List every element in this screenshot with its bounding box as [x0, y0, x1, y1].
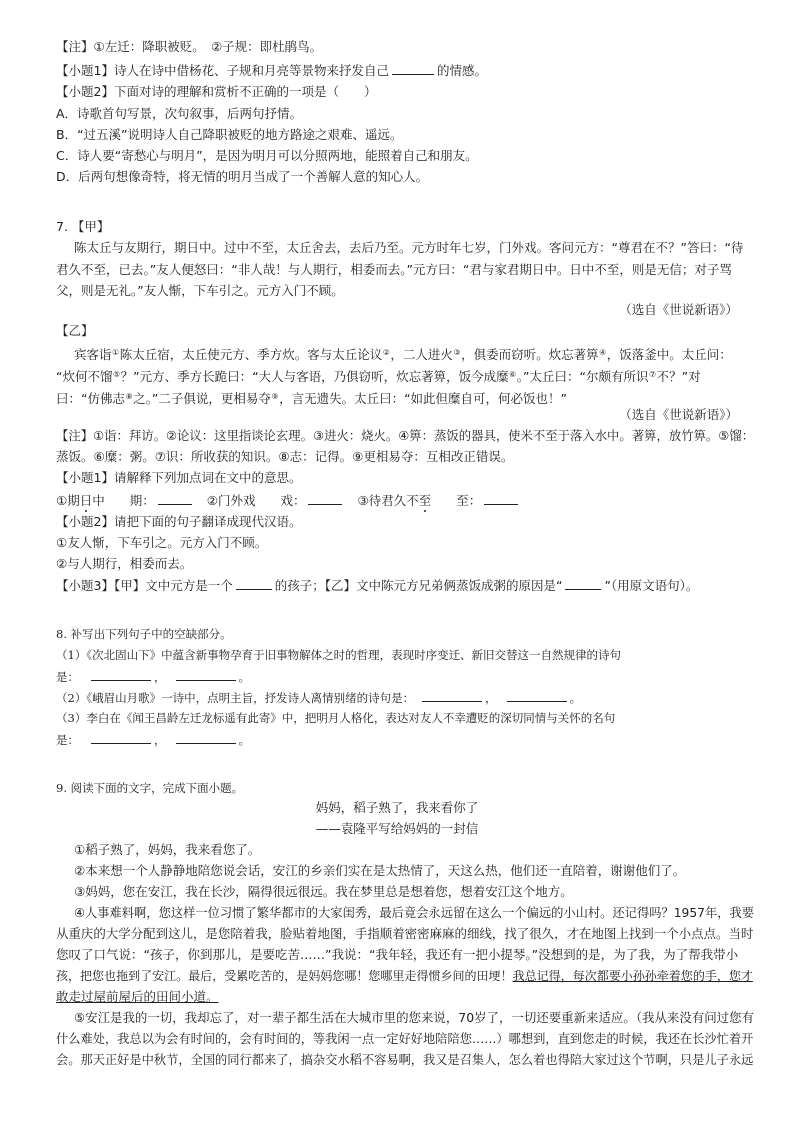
footnote-marker: ④ — [599, 348, 607, 357]
q6-subquestion-2: 【小题2】下面对诗的理解和赏析不正确的一项是（ ） — [56, 84, 377, 99]
q8-item-2 — [56, 689, 581, 706]
q9-paragraph-3: ③妈妈，您在安江，我在长沙，隔得很远很远。我在梦里总是想着您，想着安江这个地方。 — [74, 884, 573, 899]
yi-text: ，言无遗失。太丘曰：“如此但糜自可，何必饭也！” — [279, 391, 568, 406]
q9-article-title: 妈妈，稻子熟了，我来看你了 — [315, 800, 479, 815]
footnote-marker: ⑧ — [125, 392, 133, 401]
yi-text: 。”太丘曰：“尔颇有所识 — [516, 369, 649, 384]
punct: ， — [485, 691, 497, 705]
q7-subquestion-1: 【小题1】请解释下列加点词在文中的意思。 — [56, 470, 302, 485]
answer-blank[interactable] — [236, 577, 272, 590]
punct: 。 — [238, 733, 250, 747]
q9-heading: 9. 阅读下面的文字，完成下面小题。 — [56, 781, 244, 795]
yi-text: 不？”对 — [656, 369, 701, 384]
q9-paragraph-4-line-3: 您叹了口气说：“孩子，你到那儿，是要吃苦……”我说：“我年轻，我还有一把小提琴。”没想到的是，为了我，为了帮我带小 — [56, 947, 739, 962]
answer-blank[interactable] — [176, 731, 236, 744]
q7-jia-line-2: 君久不至，已去。”友人便怒曰：“非人哉！与人期行，相委而去。”元方曰：“君与家君期日中。日中不至，则是无信；对子骂 — [56, 262, 732, 277]
q7-subquestion-2: 【小题2】请把下面的句子翻译成现代汉语。 — [56, 514, 302, 529]
q6-sub1-text: 【小题1】诗人在诗中借杨花、子规和月亮等景物来抒发自己 — [56, 63, 389, 78]
yi-text: ？”元方、季方长跪曰：“大人与客语，乃俱窃听，炊忘著箅，饭今成糜 — [120, 369, 509, 384]
q7-yi-heading: 【乙】 — [56, 323, 94, 338]
q7-sub3-text: ”（用原文语句）。 — [604, 578, 699, 593]
q8-item-1: （1）《次北固山下》中蕴含新事物孕育于旧事物解体之时的哲理，表现时序变迁、新旧交替这一自然规律的诗句 — [56, 648, 622, 662]
q7-translate-1: ①友人惭，下车引之。元方入门不顾。 — [56, 535, 268, 550]
q6-subquestion-1 — [56, 62, 487, 79]
footnote-marker: ⑥ — [509, 370, 517, 379]
q7-translate-2: ②与人期行，相委而去。 — [56, 556, 193, 571]
footnote-marker: ③ — [453, 348, 461, 357]
yi-text: ，二人进火 — [390, 347, 453, 362]
word-item: 至： — [431, 493, 482, 508]
dotted-char: 日 — [79, 493, 93, 508]
yi-text: 曰：“仿佛志 — [56, 391, 125, 406]
q7-subquestion-3 — [56, 577, 698, 594]
q6-note: 【注】①左迁：降职被贬。 ②子规：即杜鹃鸟。 — [56, 39, 323, 54]
q7-sub3-text: 【小题3】【甲】文中元方是一个 — [56, 578, 233, 593]
q9-paragraph-4-line-2: 从重庆的大学分配到这儿，是您陪着我，脸贴着地图，手指顺着密密麻麻的细线，找了很久，才在地图上找到一个小点点。当时 — [56, 926, 754, 941]
footnote-marker: ① — [112, 348, 120, 357]
q7-yi-line-3 — [56, 389, 567, 407]
answer-blank[interactable] — [158, 492, 192, 505]
q9-paragraph-4-line-1: ④人事难料啊，您这样一位习惯了繁华都市的大家闺秀，最后竟会永远留在这么一个偏远的小山村。还记得吗？1957年，我要 — [74, 906, 755, 920]
q9-article-subtitle: ——袁隆平写给妈妈的一封信 — [315, 821, 479, 836]
q7-source-2: （选自《世说新语》） — [619, 407, 738, 422]
answer-blank[interactable] — [422, 689, 482, 702]
q9-paragraph-5-line-1: ⑤安江是我的一切，我却忘了，对一辈子都生活在大城市里的您来说，70岁了，一切还要重新来适应。（我从来没有问过您有 — [74, 1010, 754, 1025]
answer-blank[interactable] — [507, 689, 567, 702]
answer-blank[interactable] — [91, 668, 151, 681]
q7-word-list — [56, 492, 521, 509]
answer-blank[interactable] — [484, 492, 518, 505]
yi-text: ，饭落釜中。太丘问： — [606, 347, 732, 362]
q7-jia-line-1: 陈太丘与友期行，期日中。过中不至，太丘舍去，去后乃至。元方时年七岁，门外戏。客问元方：“尊君在不？”答曰：“待 — [74, 240, 744, 255]
q8-item-3: （3）李白在《闻王昌龄左迁龙标遥有此寄》中，把明月人格化，表达对友人不幸遭贬的深切同情与关怀的名句 — [56, 711, 616, 725]
footnote-marker: ⑨ — [271, 392, 279, 401]
q7-note-line-2: 蒸饭。⑥糜：粥。⑦识：所收获的知识。⑧志：记得。⑨更相易夺：互相改正错误。 — [56, 449, 514, 464]
word-item: ①期 — [56, 493, 80, 508]
answer-blank[interactable] — [392, 62, 434, 75]
dotted-char: 至 — [418, 493, 432, 508]
q6-option-b: B．“过五溪”说明诗人自己降职被贬的地方路途之艰难、遥远。 — [56, 127, 403, 142]
punct: ， — [154, 670, 166, 684]
answer-blank[interactable] — [176, 668, 236, 681]
q8-text: （2）《峨眉山月歌》一诗中，点明主旨，抒发诗人离情别绪的诗句是： — [56, 691, 415, 705]
word-item: 中 期： — [92, 493, 155, 508]
answer-blank[interactable] — [565, 577, 601, 590]
q8-label: 是： — [56, 733, 79, 747]
footnote-marker: ② — [382, 348, 390, 357]
answer-blank[interactable] — [91, 731, 151, 744]
q8-item-1-answer — [56, 668, 250, 685]
word-item: 戏： — [255, 493, 306, 508]
q9-paragraph-4-line-4 — [56, 968, 753, 984]
q6-option-d: D．后两句想像奇特，将无情的明月当成了一个善解人意的知心人。 — [56, 169, 429, 184]
yi-text: 宾客诣 — [74, 347, 112, 362]
footnote-marker: ⑤ — [112, 370, 121, 379]
q7-source-1: （选自《世说新语》） — [619, 302, 738, 317]
q7-sub3-text: 的孩子；【乙】文中陈元方兄弟俩蒸饭成粥的原因是“ — [274, 578, 563, 593]
answer-blank[interactable] — [308, 492, 342, 505]
q9-paragraph-1: ①稻子熟了，妈妈，我来看您了。 — [74, 842, 261, 857]
p4-text: 孩，把您也拖到了安江。最后，受累吃苦的，是妈妈您哪！您哪里走得惯乡间的田埂！ — [56, 969, 513, 983]
punct: ， — [154, 733, 166, 747]
q8-item-3-answer — [56, 731, 250, 748]
q8-heading: 8. 补写出下列句子中的空缺部分。 — [56, 627, 232, 641]
yi-text: 之。”二子俱说，更相易夺 — [133, 391, 271, 406]
word-item: ③待君久不 — [357, 493, 419, 508]
q6-option-a: A．诗歌首句写景，次句叙事，后两句抒情。 — [56, 106, 303, 121]
yi-text: 陈太丘宿，太丘使元方、季方炊。客与太丘论议 — [119, 347, 383, 362]
punct: 。 — [569, 691, 582, 705]
q8-label: 是： — [56, 670, 79, 684]
q9-paragraph-2: ②本来想一个人静静地陪您说会话，安江的乡亲们实在是太热情了，天这么热，他们还一直陪着，谢谢他们了。 — [74, 863, 686, 878]
yi-text: “炊何不馏 — [56, 369, 113, 384]
underlined-sentence: 我总记得，每次都要小孙孙牵着您的手，您才 — [512, 969, 753, 983]
q9-paragraph-5-line-3: 会。那天正好是中秋节，全国的同行都来了，搞杂交水稻不容易啊，我又是召集人，怎么着也得陪大家过这个节啊，只是儿子永远 — [56, 1053, 754, 1067]
q6-option-c: C．诗人要“寄愁心与明月”，是因为明月可以分照两地，能照着自己和朋友。 — [56, 148, 478, 163]
q6-sub1-tail: 的情感。 — [436, 63, 487, 78]
q7-jia-line-3: 父，则是无礼。”友人惭，下车引之。元方入门不顾。 — [56, 283, 344, 298]
q9-paragraph-5-line-2: 什么难处，我总以为会有时间的，会有时间的，等我闲一点一定好好地陪陪您……）哪想到，直到您走的时候，我还在长沙忙着开 — [56, 1032, 754, 1046]
q7-yi-line-2 — [56, 367, 701, 385]
q7-heading: 7. 【甲】 — [56, 219, 110, 234]
footnote-marker: ⑦ — [648, 370, 657, 379]
q9-paragraph-4-line-5: 敢走过屋前屋后的田间小道。 — [56, 989, 219, 1004]
word-item: ②门外戏 — [206, 493, 256, 508]
punct: 。 — [238, 670, 250, 684]
yi-text: ，俱委而窃听。炊忘著箅 — [461, 347, 599, 362]
q7-yi-line-1 — [74, 345, 732, 363]
q7-note-line-1: 【注】①诣：拜访。②论议：这里指谈论玄理。③进火：烧火。④箅：蒸饭的器具，使米不至于落入水中。著箅，放竹箅。⑤馏： — [56, 429, 755, 443]
